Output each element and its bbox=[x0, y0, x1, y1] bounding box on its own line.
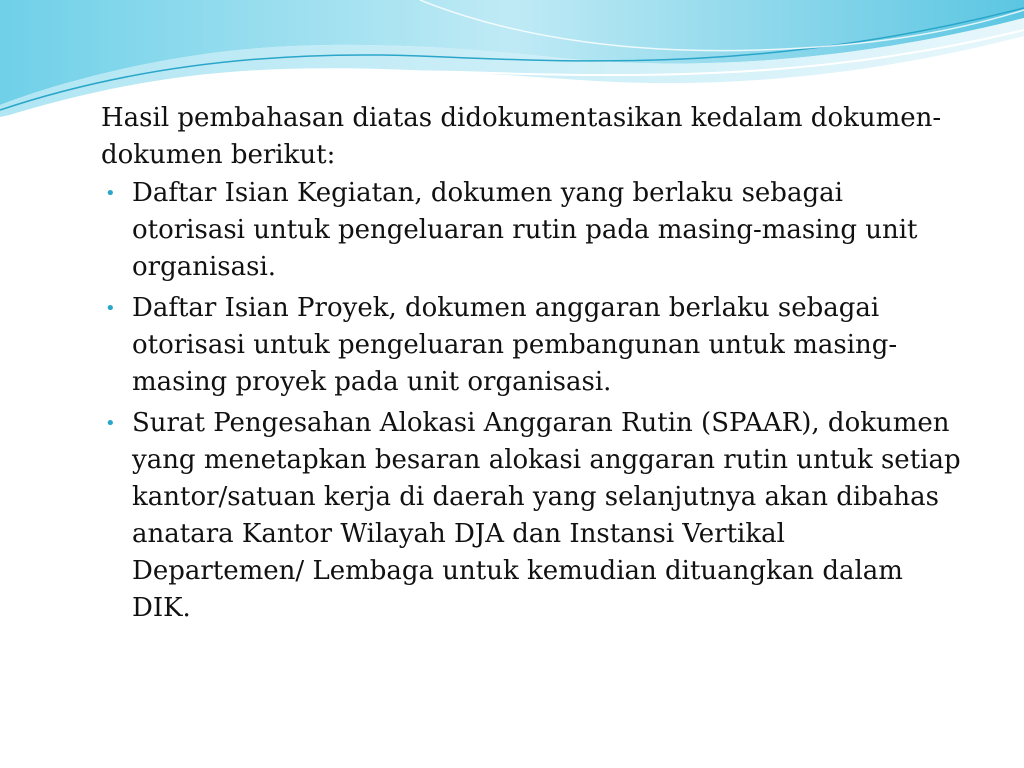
bullet-text: Surat Pengesahan Alokasi Anggaran Rutin (SPAAR), dokumen yang menetapkan besaran alokasi anggaran rutin untuk setiap kantor/satuan kerja di daerah yang selanjutnya akan dibahas anatara Kantor Wilayah DJA dan Instansi Vertikal Departemen/ Lembaga untuk kemudian dituangkan dalam DIK. bbox=[132, 408, 961, 623]
list-item bbox=[101, 175, 961, 286]
bullet-text: Daftar Isian Kegiatan, dokumen yang berlaku sebagai otorisasi untuk pengeluaran rutin pada masing-masing unit organisasi. bbox=[132, 178, 918, 282]
slide-body bbox=[101, 100, 961, 631]
list-item bbox=[101, 405, 961, 627]
intro-text: Hasil pembahasan diatas didokumentasikan kedalam dokumen-dokumen berikut: bbox=[101, 103, 942, 170]
bullet-list bbox=[101, 175, 961, 627]
bullet-icon: • bbox=[105, 413, 116, 434]
bullet-icon: • bbox=[105, 298, 116, 319]
bullet-text: Daftar Isian Proyek, dokumen anggaran berlaku sebagai otorisasi untuk pengeluaran pembangunan untuk masing-masing proyek pada unit organisasi. bbox=[132, 293, 898, 397]
list-item bbox=[101, 290, 961, 401]
bullet-icon: • bbox=[105, 183, 116, 204]
